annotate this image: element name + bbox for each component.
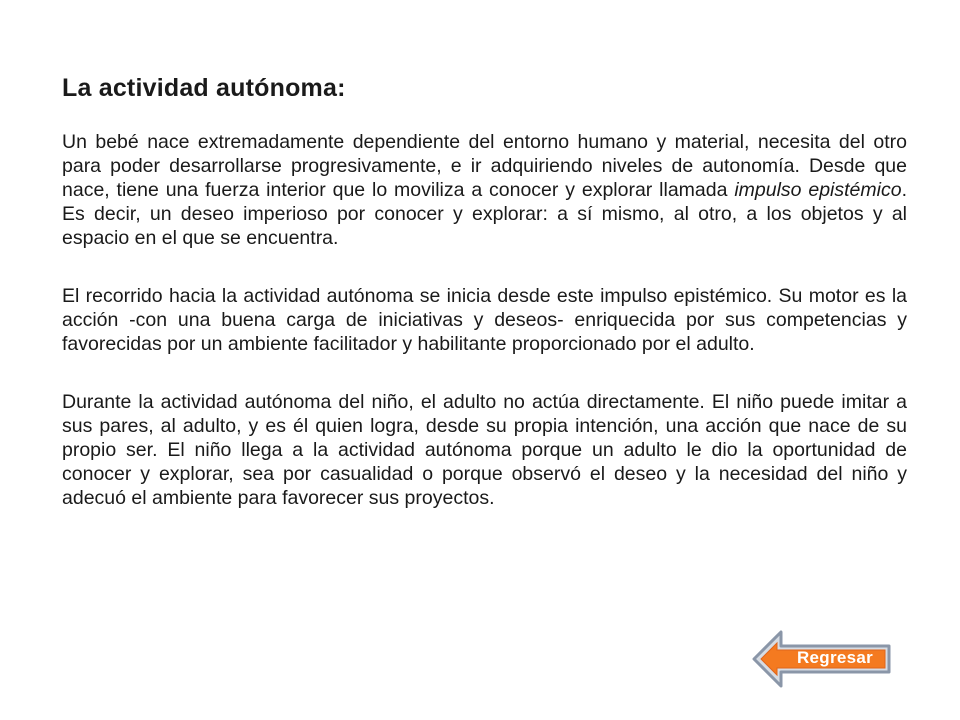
back-button-label: Regresar [796,648,874,667]
paragraph-1-emphasis: impulso epistémico [734,179,902,201]
back-button[interactable] [752,630,892,688]
paragraph-2: El recorrido hacia la actividad autónoma se inicia desde este impulso epistémico. Su motor es la acción -con una buena carga de iniciativas y deseos- enriquecida por sus competencias y favorecidas por un ambiente facilitador y habilitante proporcionado por el adulto. [62,285,907,355]
paragraph-1-end: . Es decir, un deseo imperioso por conocer y explorar: a sí mismo, al otro, a los objetos y al espacio en el que se encuentra. [62,179,907,249]
paragraph-1-start: Un bebé nace extremadamente dependiente del entorno humano y material, necesita del otro para poder desarrollarse progresivamente, e ir adquiriendo niveles de autonomía. Desde que nace, tiene una fuerza interior que lo moviliza a conocer y explorar llamada [62,131,907,201]
page-title: La actividad autónoma: [62,74,346,102]
paragraph-3: Durante la actividad autónoma del niño, el adulto no actúa directamente. El niño puede imitar a sus pares, al adulto, y es él quien logra, desde su propia intención, una acción que nace de su propio ser. El niño llega a la actividad autónoma porque un adulto le dio la oportunidad de conocer y explorar, sea por casualidad o porque observó el deseo y la necesidad del niño y adecuó el ambiente para favorecer sus proyectos. [62,391,907,509]
slide-body [62,130,907,544]
paragraph-1 [62,130,907,250]
